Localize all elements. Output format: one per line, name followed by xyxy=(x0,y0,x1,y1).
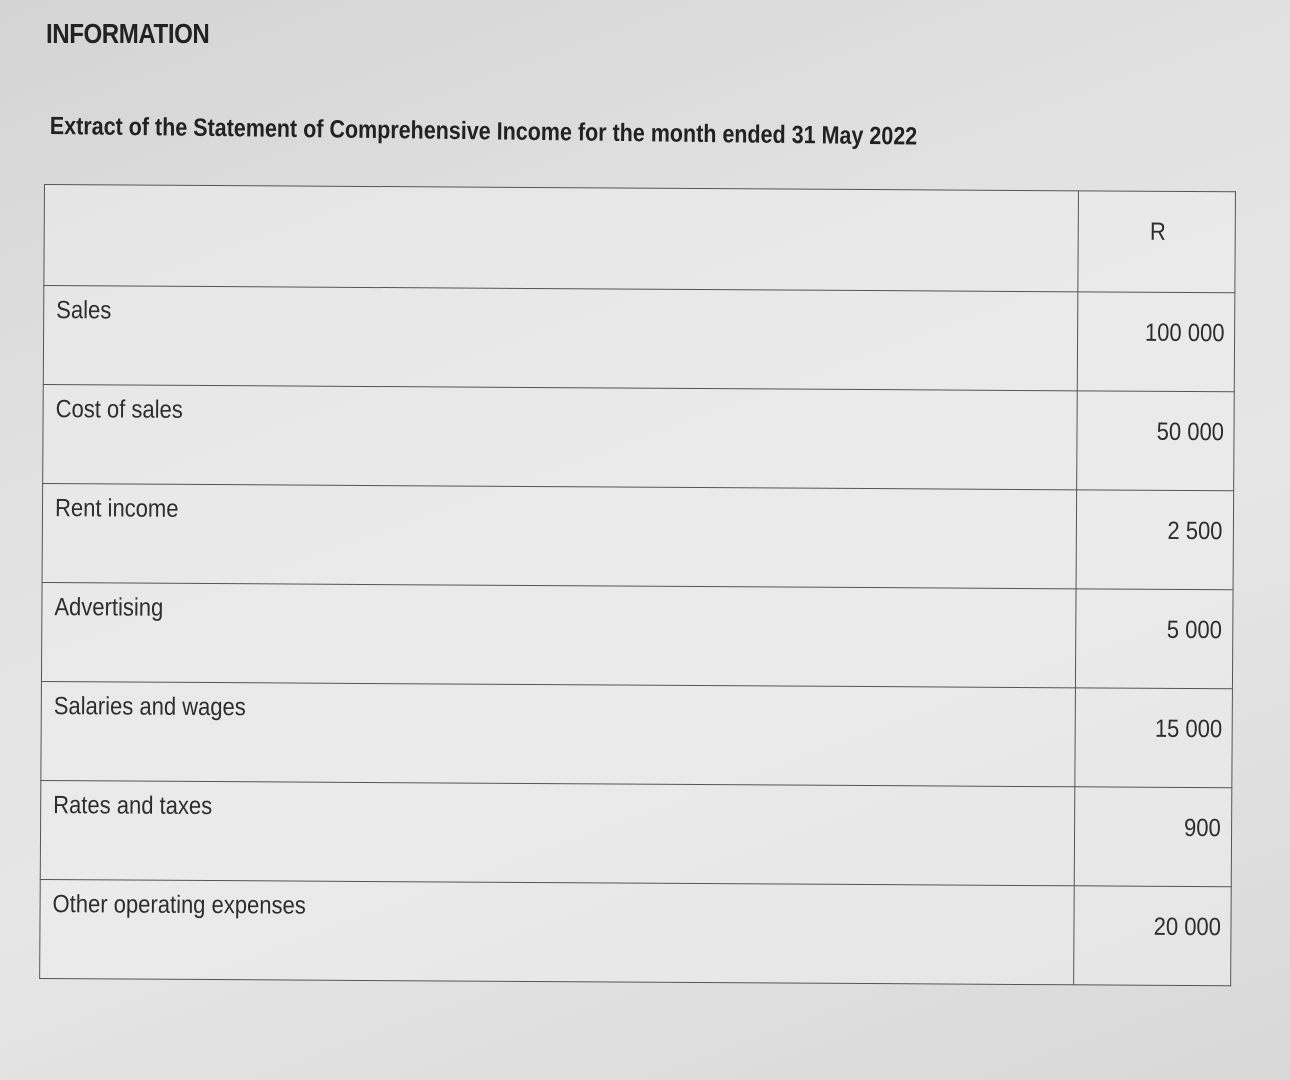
row-amount: 5 000 xyxy=(1167,615,1223,645)
table-row xyxy=(43,384,1235,490)
row-amount: 100 000 xyxy=(1144,318,1225,348)
row-label: Rates and taxes xyxy=(53,791,213,821)
row-amount-cell xyxy=(1076,490,1234,590)
table-header-row xyxy=(44,185,1236,293)
table-row xyxy=(42,483,1234,589)
row-label: Salaries and wages xyxy=(53,692,246,722)
row-label: Other operating expenses xyxy=(52,890,306,920)
statement-title: Extract of the Statement of Comprehensive Income for the month ended 31 May 2022 xyxy=(49,112,918,151)
row-label-cell xyxy=(41,681,1076,786)
header-amount-cell xyxy=(1078,191,1236,293)
row-amount-cell xyxy=(1075,589,1233,689)
income-statement-table-wrapper xyxy=(39,184,1266,986)
row-amount-cell xyxy=(1077,292,1235,392)
table-row xyxy=(40,780,1232,886)
table-row xyxy=(41,681,1233,787)
row-amount-cell xyxy=(1074,787,1232,887)
table-row xyxy=(41,582,1233,688)
row-label-cell xyxy=(43,384,1078,489)
row-label-cell xyxy=(42,483,1077,588)
table-row xyxy=(40,879,1232,985)
row-label: Advertising xyxy=(54,593,164,622)
row-amount-cell xyxy=(1077,391,1235,491)
row-label-cell xyxy=(43,286,1078,391)
row-label-cell xyxy=(40,879,1075,984)
section-heading: INFORMATION xyxy=(46,18,210,49)
header-label-cell xyxy=(44,185,1079,292)
row-amount: 2 500 xyxy=(1167,516,1223,546)
row-label: Cost of sales xyxy=(55,395,183,424)
row-label: Rent income xyxy=(54,494,179,523)
row-amount-cell xyxy=(1075,688,1233,788)
row-amount: 15 000 xyxy=(1154,714,1222,744)
row-label: Sales xyxy=(56,296,112,325)
row-amount: 50 000 xyxy=(1156,417,1224,447)
row-label-cell xyxy=(40,780,1075,885)
row-amount-cell xyxy=(1074,886,1232,986)
row-label-cell xyxy=(41,582,1076,687)
row-amount: 900 xyxy=(1184,813,1222,843)
row-amount: 20 000 xyxy=(1153,912,1221,942)
table-row xyxy=(43,286,1235,392)
income-statement-table xyxy=(39,184,1236,986)
currency-header: R xyxy=(1149,217,1166,246)
